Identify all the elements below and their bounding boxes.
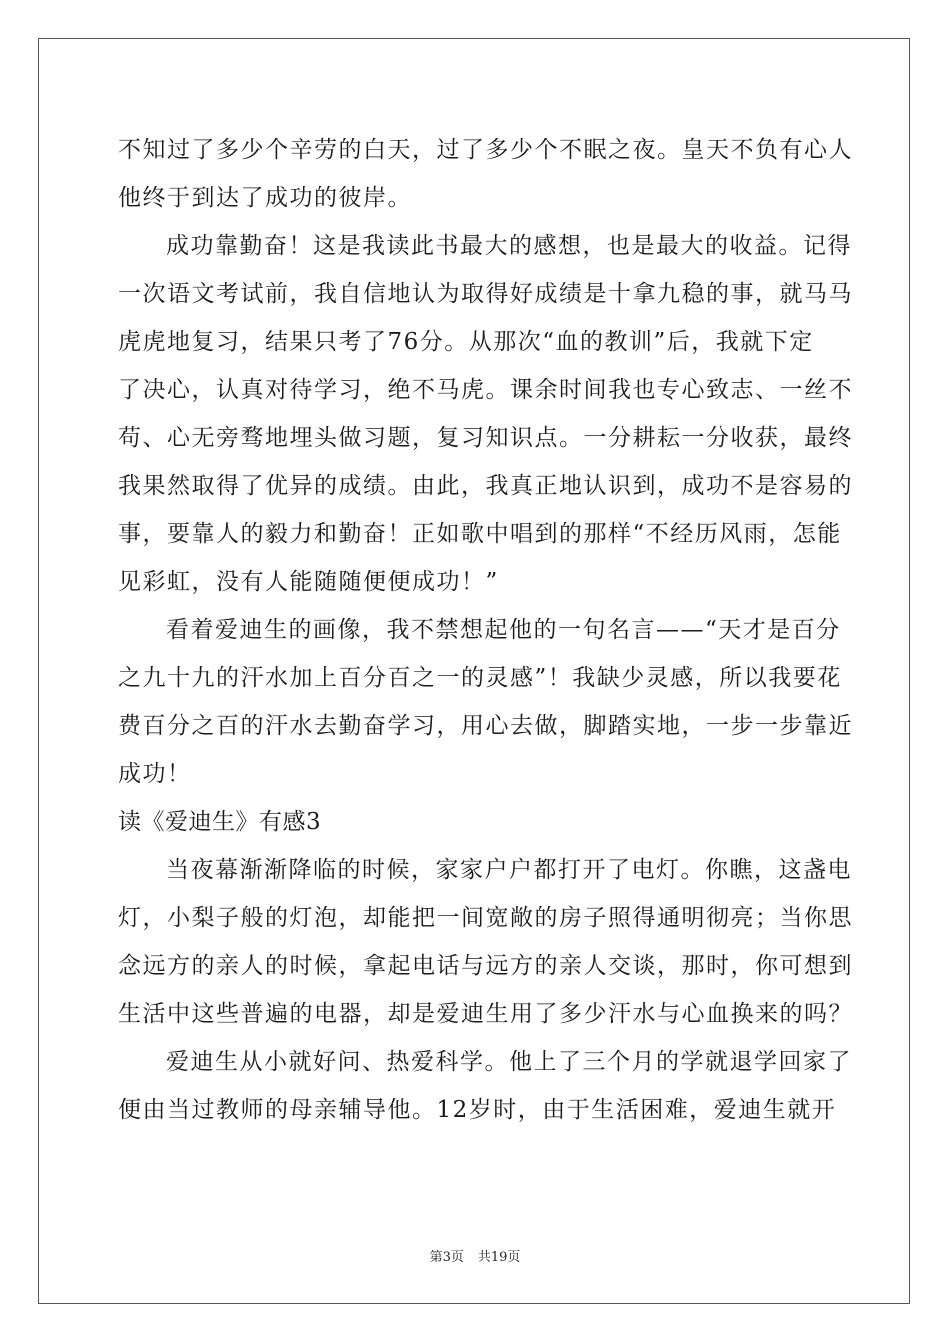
page-footer — [0, 1246, 950, 1265]
text-line: 生活中这些普遍的电器，却是爱迪生用了多少汗水与心血换来的吗？ — [118, 1001, 853, 1027]
text-line: 不知过了多少个辛劳的白天，过了多少个不眠之夜。皇天不负有心人 — [118, 137, 853, 163]
text-line: 他终于到达了成功的彼岸。 — [118, 185, 412, 211]
text-line: 了决心，认真对待学习，绝不马虎。课余时间我也专心致志、一丝不 — [118, 377, 853, 403]
text-line: 之九十九的汗水加上百分百之一的灵感”！我缺少灵感，所以我要花 — [118, 665, 842, 691]
page-total: 共19页 — [477, 1250, 521, 1265]
text-line: 成功！ — [118, 761, 192, 787]
text-line: 费百分之百的汗水去勤奋学习，用心去做，脚踏实地，一步一步靠近 — [118, 713, 853, 739]
text-line: 念远方的亲人的时候，拿起电话与远方的亲人交谈，那时，你可想到 — [118, 953, 853, 979]
paragraph-start-line: 当夜幕渐渐降临的时候，家家户户都打开了电灯。你瞧，这盏电 — [166, 857, 852, 883]
text-line: 灯，小梨子般的灯泡，却能把一间宽敞的房子照得通明彻亮；当你思 — [118, 905, 853, 931]
paragraph-start-line: 爱迪生从小就好问、热爱科学。他上了三个月的学就退学回家了 — [166, 1049, 852, 1075]
text-line: 便由当过教师的母亲辅导他。12岁时，由于生活困难，爱迪生就开 — [118, 1097, 837, 1123]
text-line: 一次语文考试前，我自信地认为取得好成绩是十拿九稳的事，就马马 — [118, 281, 853, 307]
text-line: 苟、心无旁骛地埋头做习题，复习知识点。一分耕耘一分收获，最终 — [118, 425, 853, 451]
paragraph-start-line: 看着爱迪生的画像，我不禁想起他的一句名言——“天才是百分 — [166, 617, 841, 643]
text-line: 我果然取得了优异的成绩。由此，我真正地认识到，成功不是容易的 — [118, 473, 853, 499]
paragraph-start-line: 成功靠勤奋！这是我读此书最大的感想，也是最大的收益。记得 — [166, 233, 852, 259]
text-line: 虎虎地复习，结果只考了76分。从那次“血的教训”后，我就下定 — [118, 329, 814, 355]
page-number: 第3页 — [429, 1250, 464, 1265]
text-line: 见彩虹，没有人能随随便便成功！” — [118, 569, 499, 595]
section-heading: 读《爱迪生》有感3 — [118, 809, 322, 835]
text-line: 事，要靠人的毅力和勤奋！正如歌中唱到的那样“不经历风雨，怎能 — [118, 521, 842, 547]
document-body — [118, 126, 853, 1134]
